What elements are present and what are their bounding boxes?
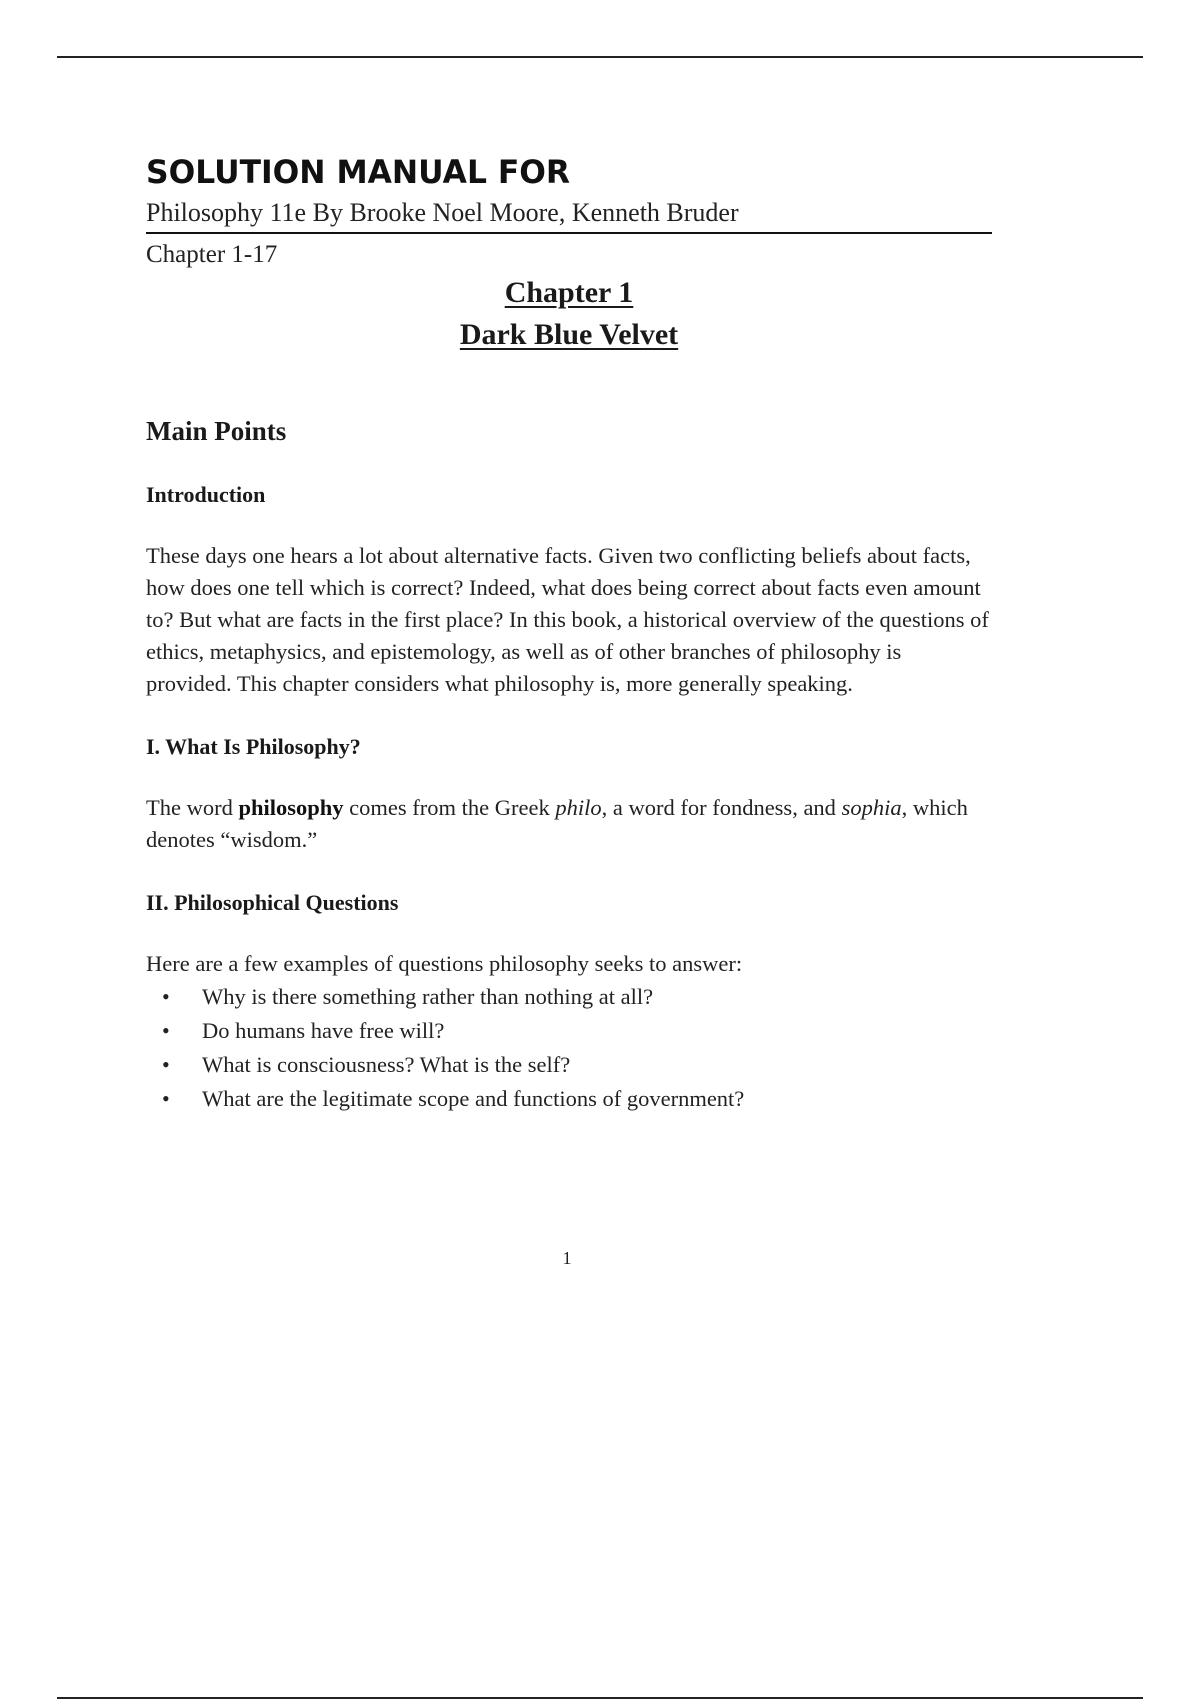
italic-term: philo — [555, 795, 602, 820]
bold-term: philosophy — [238, 795, 344, 820]
bullet-icon: • — [162, 1018, 170, 1043]
list-item — [146, 1014, 992, 1048]
chapter-title-heading — [146, 314, 992, 356]
list-item — [146, 980, 992, 1014]
list-item-text: Why is there something rather than nothing at all? — [202, 984, 654, 1009]
chapter-title: Dark Blue Velvet — [459, 318, 679, 351]
main-points-heading: Main Points — [146, 416, 287, 446]
introduction-paragraph: These days one hears a lot about alternative facts. Given two conflicting beliefs about facts, how does one tell which is correct? Indeed, what does being correct about facts even amount to? But what are facts in the first place? In this book, a historical overview of the questions of ethics, metaphysics, and epistemology, as well as of other branches of philosophy is provided. This chapter considers what philosophy is, more generally speaking. — [146, 543, 989, 696]
section-heading-introduction: Introduction — [146, 482, 266, 507]
section-heading-philosophical-questions: II. Philosophical Questions — [146, 890, 399, 915]
questions-list — [146, 980, 992, 1116]
paragraph-text: , which denotes “wisdom.” — [146, 795, 968, 852]
list-item — [146, 1048, 992, 1082]
what-is-philosophy-paragraph — [146, 792, 992, 856]
page-number: 1 — [562, 1248, 572, 1268]
bullet-icon: • — [162, 1052, 170, 1077]
section-heading-what-is-philosophy: I. What Is Philosophy? — [146, 734, 361, 759]
list-item-text: What are the legitimate scope and functions of government? — [202, 1086, 745, 1111]
paragraph-text: comes from the Greek — [343, 795, 556, 820]
manual-title: SOLUTION MANUAL FOR — [146, 153, 571, 191]
chapter-number: Chapter 1 — [504, 276, 634, 309]
italic-term: sophia — [841, 795, 902, 820]
list-item-text: What is consciousness? What is the self? — [202, 1052, 571, 1077]
questions-intro: Here are a few examples of questions philosophy seeks to answer: — [146, 951, 743, 976]
chapter-number-heading — [146, 272, 992, 314]
list-item-text: Do humans have free will? — [202, 1018, 445, 1043]
top-divider — [57, 56, 1143, 58]
bottom-divider — [57, 1697, 1143, 1699]
chapter-range: Chapter 1-17 — [146, 241, 278, 268]
bullet-icon: • — [162, 1086, 170, 1111]
paragraph-text: The word — [146, 795, 239, 820]
book-subtitle: Philosophy 11e By Brooke Noel Moore, Kenneth Bruder — [146, 196, 992, 234]
list-item — [146, 1082, 992, 1116]
bullet-icon: • — [162, 984, 170, 1009]
paragraph-text: , a word for fondness, and — [601, 795, 842, 820]
page-content — [146, 152, 992, 1116]
